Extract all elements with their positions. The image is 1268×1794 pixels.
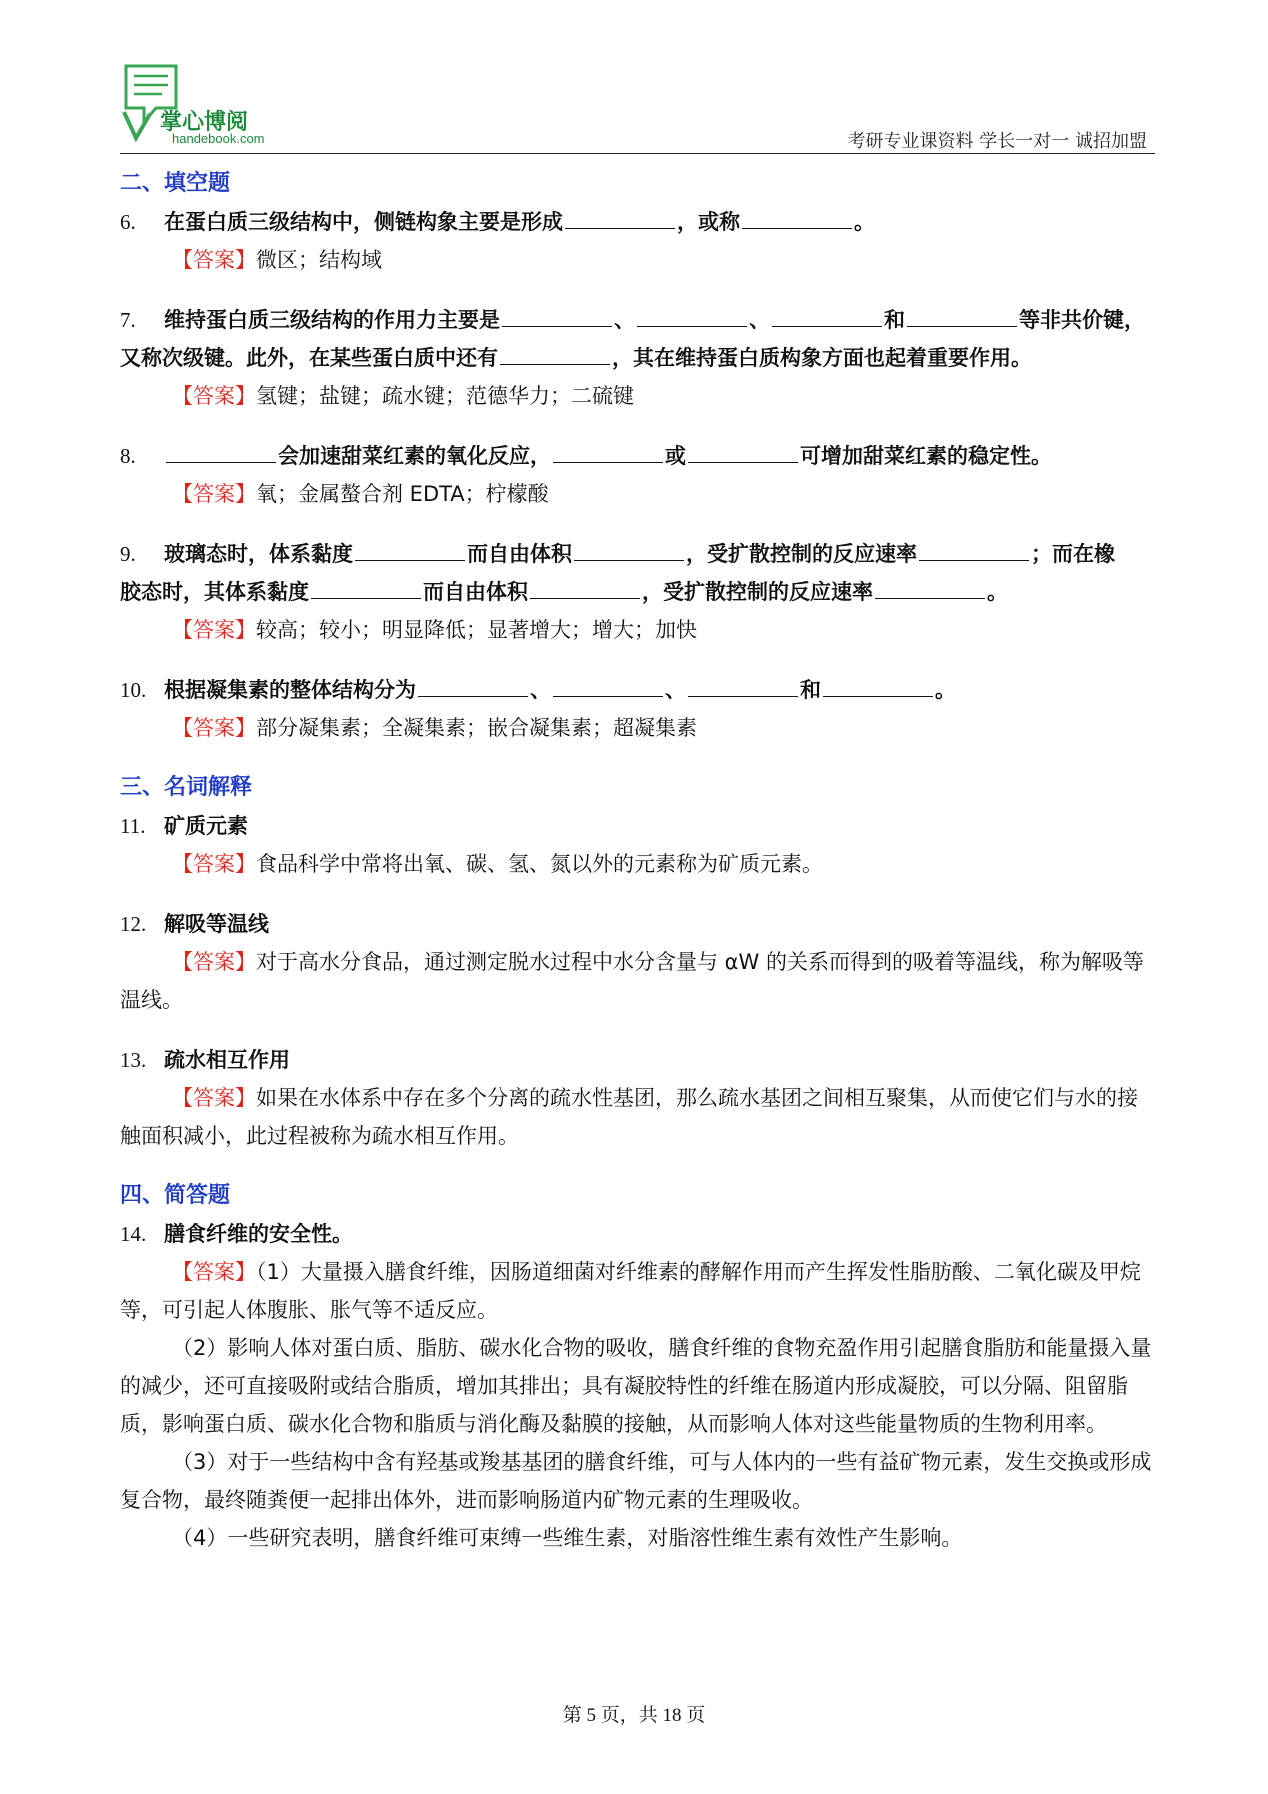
blank xyxy=(502,306,612,327)
question-11: 11. 矿质元素 xyxy=(120,814,248,838)
blank xyxy=(823,676,933,697)
blank xyxy=(355,540,465,561)
blank xyxy=(500,344,610,365)
question-8: 8. 会加速甜菜红素的氧化反应， 或 可增加甜菜红素的稳定性。 xyxy=(120,444,1052,468)
blank xyxy=(418,676,528,697)
answer-13: 【答案】如果在水体系中存在多个分离的疏水性基团，那么疏水基团之间相互聚集，从而使它们与水的接触面积减小，此过程被称为疏水相互作用。 xyxy=(120,1086,1138,1148)
blank xyxy=(688,676,798,697)
question-9: 9. 玻璃态时，体系黏度 而自由体积 ，受扩散控制的反应速率 ；而在橡 胶态时，其体系黏度 而自由体积 ，受扩散控制的反应速率 。 xyxy=(120,542,1115,604)
answer-7: 【答案】氢键；盐键；疏水键；范德华力；二硫键 xyxy=(172,384,634,408)
answer-12: 【答案】对于高水分食品，通过测定脱水过程中水分含量与 αW 的关系而得到的吸着等温线，称为解吸等温线。 xyxy=(120,950,1144,1012)
answer-14-part-4: （4）一些研究表明，膳食纤维可束缚一些维生素，对脂溶性维生素有效性产生影响。 xyxy=(172,1526,963,1550)
blank xyxy=(907,306,1017,327)
blank xyxy=(875,578,985,599)
answer-11: 【答案】食品科学中常将出氧、碳、氢、氮以外的元素称为矿质元素。 xyxy=(172,852,823,876)
logo-url: handebook.com xyxy=(172,131,265,146)
answer-10: 【答案】部分凝集素；全凝集素；嵌合凝集素；超凝集素 xyxy=(172,716,697,740)
question-10: 10. 根据凝集素的整体结构分为 、 、 和 。 xyxy=(120,678,956,702)
question-13: 13. 疏水相互作用 xyxy=(120,1048,290,1072)
answer-9: 【答案】较高；较小；明显降低；显著增大；增大；加快 xyxy=(172,618,697,642)
header-slogan: 考研专业课资料 学长一对一 诚招加盟 xyxy=(847,131,1147,152)
blank xyxy=(772,306,882,327)
section-term-explanation: 三、名词解释 xyxy=(120,775,253,800)
answer-14-part-1: 【答案】（1）大量摄入膳食纤维，因肠道细菌对纤维素的酵解作用而产生挥发性脂肪酸、二氧化碳及甲烷等，可引起人体腹胀、胀气等不适反应。 xyxy=(120,1260,1141,1322)
answer-6: 【答案】微区；结构域 xyxy=(172,248,382,272)
blank xyxy=(553,442,663,463)
blank xyxy=(166,442,276,463)
blank xyxy=(574,540,684,561)
blank xyxy=(565,208,675,229)
blank xyxy=(919,540,1029,561)
page-footer: 第 5 页，共 18 页 xyxy=(562,1705,706,1726)
question-6: 6. 在蛋白质三级结构中，侧链构象主要是形成 ，或称 。 xyxy=(120,210,875,234)
blank xyxy=(311,578,421,599)
blank xyxy=(688,442,798,463)
blank xyxy=(553,676,663,697)
header-divider xyxy=(120,153,1155,154)
answer-8: 【答案】氧；金属螯合剂 EDTA；柠檬酸 xyxy=(172,482,549,506)
page-content xyxy=(120,165,1155,1557)
blank xyxy=(742,208,852,229)
answer-14-part-3: （3）对于一些结构中含有羟基或羧基基团的膳食纤维，可与人体内的一些有益矿物元素，发生交换或形成复合物，最终随粪便一起排出体外，进而影响肠道内矿物元素的生理吸收。 xyxy=(120,1450,1152,1512)
question-12: 12. 解吸等温线 xyxy=(120,912,269,936)
answer-14-part-2: （2）影响人体对蛋白质、脂肪、碳水化合物的吸收，膳食纤维的食物充盈作用引起膳食脂肪和能量摄入量的减少，还可直接吸附或结合脂质，增加其排出；具有凝胶特性的纤维在肠道内形成凝胶，可以分隔、阻留脂质，影响蛋白质、碳水化合物和脂质与消化酶及黏膜的接触，从而影响人体对这些能量物质的生物利用率。 xyxy=(120,1336,1152,1436)
logo-name: 掌心博阅 xyxy=(160,110,249,135)
section-fill-blank: 二、填空题 xyxy=(120,171,231,196)
page-header xyxy=(120,55,1155,155)
question-14: 14. 膳食纤维的安全性。 xyxy=(120,1222,353,1246)
section-short-answer: 四、简答题 xyxy=(120,1183,231,1208)
question-7: 7. 维持蛋白质三级结构的作用力主要是 、 、 和 等非共价键， 又称次级键。此外，在某些蛋白质中还有 ，其在维持蛋白质构象方面也起着重要作用。 xyxy=(120,308,1145,370)
blank xyxy=(637,306,747,327)
blank xyxy=(530,578,640,599)
